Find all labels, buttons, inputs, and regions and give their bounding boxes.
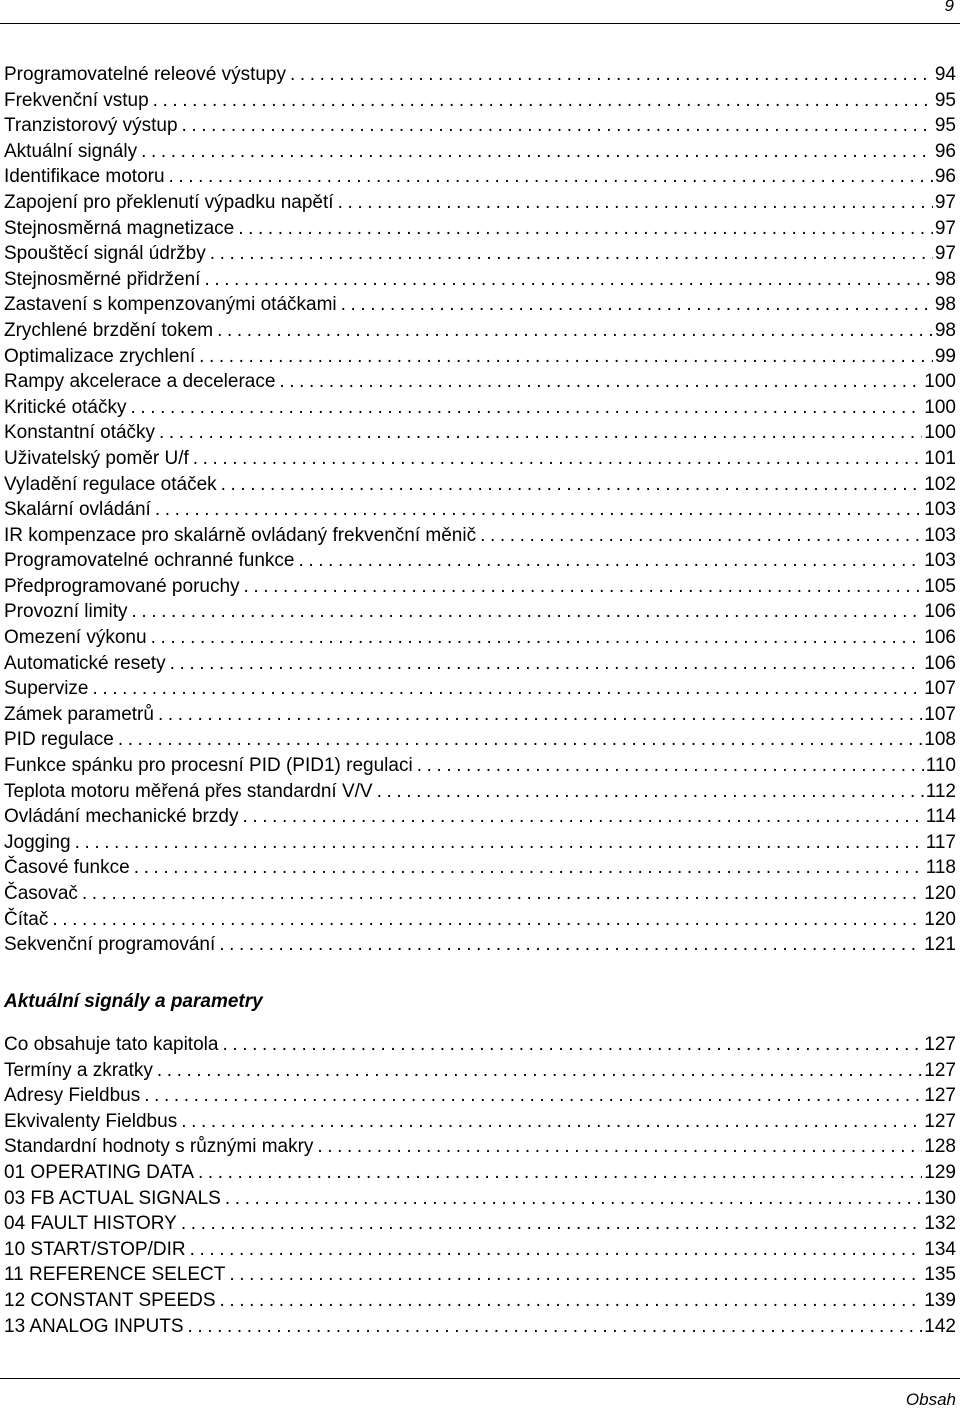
toc-entry-page[interactable]: 107 [924, 703, 956, 725]
header-rule [0, 23, 960, 24]
toc-entry-title[interactable]: 01 OPERATING DATA [4, 1161, 195, 1183]
toc-entry-title[interactable]: 11 REFERENCE SELECT [4, 1264, 226, 1286]
toc-entry-page[interactable]: 98 [934, 268, 956, 290]
dot-leader [151, 625, 923, 651]
toc-entry-title[interactable]: Zapojení pro překlenutí výpadku napětí [4, 191, 334, 213]
dot-leader [193, 446, 923, 472]
toc-entry[interactable] [4, 446, 956, 472]
toc-entry-title[interactable]: Ovládání mechanické brzdy [4, 806, 239, 828]
toc-entry[interactable] [4, 113, 956, 139]
toc-entry-title[interactable]: Uživatelský poměr U/f [4, 447, 189, 469]
toc-entry-title[interactable]: IR kompenzace pro skalárně ovládaný frekvenční měnič [4, 524, 477, 546]
dot-leader [169, 164, 933, 190]
dot-leader [221, 472, 923, 498]
toc-entry-page[interactable]: 120 [924, 883, 956, 904]
toc-entry-page[interactable]: 98 [934, 319, 956, 341]
toc-entry-page[interactable]: 112 [925, 780, 956, 802]
toc-entry[interactable] [4, 932, 956, 958]
toc-entry[interactable] [4, 1058, 956, 1084]
dot-leader [199, 344, 933, 370]
dot-leader [229, 1262, 922, 1288]
dot-leader [82, 881, 922, 907]
toc-entry[interactable] [4, 1109, 956, 1135]
toc-entry[interactable] [4, 1160, 956, 1186]
toc-entry-title[interactable]: Adresy Fieldbus [4, 1085, 141, 1107]
toc-entry-page[interactable]: 121 [924, 934, 956, 956]
toc-entry-title[interactable]: Supervize [4, 678, 89, 700]
toc-entry-title[interactable]: Vyladění regulace otáček [4, 473, 217, 495]
toc-entry-title[interactable]: Standardní hodnoty s různými makry [4, 1136, 314, 1158]
dot-leader [238, 216, 933, 242]
toc-entry[interactable] [4, 164, 956, 190]
dot-leader [377, 779, 924, 805]
dot-leader [141, 139, 933, 165]
toc-entry-title[interactable]: Spouštěcí signál údržby [4, 243, 206, 265]
dot-leader [190, 1237, 923, 1263]
dot-leader [158, 702, 922, 728]
toc-entry[interactable] [4, 625, 956, 651]
toc-entry-title[interactable]: Zastavení s kompenzovanými otáčkami [4, 294, 337, 316]
toc-entry[interactable] [4, 216, 956, 242]
toc-entry-page[interactable]: 127 [924, 1110, 956, 1132]
dot-leader [220, 1288, 923, 1314]
toc-entry[interactable] [4, 855, 956, 881]
dot-leader [93, 676, 923, 702]
toc-entry-title[interactable]: Zámek parametrů [4, 703, 154, 725]
toc-entry[interactable] [4, 1237, 956, 1263]
toc-list-1 [4, 62, 956, 958]
toc-entry-title[interactable]: Jogging [4, 831, 71, 853]
toc-entry-page[interactable]: 101 [924, 447, 956, 469]
toc-entry-page[interactable]: 110 [925, 755, 956, 777]
toc-entry-page[interactable]: 94 [934, 64, 956, 85]
toc-entry[interactable] [4, 1083, 956, 1109]
toc-entry-title[interactable]: Programovatelné ochranné funkce [4, 550, 295, 572]
toc-entry-page[interactable]: 105 [924, 575, 956, 597]
toc-entry-title[interactable]: Teplota motoru měřená přes standardní V/V [4, 780, 373, 802]
toc-entry-page[interactable]: 106 [924, 652, 956, 674]
toc-entry[interactable] [4, 907, 956, 933]
toc-entry-title[interactable]: 10 START/STOP/DIR [4, 1238, 186, 1260]
toc-entry[interactable] [4, 881, 956, 907]
toc-entry-page[interactable]: 102 [924, 473, 956, 495]
dot-leader [134, 855, 924, 881]
dot-leader [157, 1058, 922, 1084]
toc-entry-title[interactable]: Časovač [4, 883, 78, 904]
toc-entry-page[interactable]: 139 [924, 1289, 956, 1311]
toc-entry[interactable] [4, 804, 956, 830]
dot-leader [198, 1160, 922, 1186]
toc-entry[interactable] [4, 651, 956, 677]
toc-entry-page[interactable]: 106 [924, 627, 956, 649]
toc-entry-page[interactable]: 107 [924, 678, 956, 700]
toc-entry[interactable] [4, 753, 956, 779]
toc-entry-title[interactable]: 04 FAULT HISTORY [4, 1213, 177, 1235]
toc-entry[interactable] [4, 779, 956, 805]
toc-entry-page[interactable]: 118 [925, 857, 956, 879]
dot-leader [153, 88, 933, 114]
footer-rule [0, 1378, 960, 1379]
dot-leader [181, 1211, 922, 1237]
dot-leader [182, 113, 933, 139]
dot-leader [130, 395, 922, 421]
dot-leader [132, 599, 923, 625]
dot-leader [480, 523, 922, 549]
toc-entry-title[interactable]: Provozní limity [4, 601, 128, 623]
toc-entry-title[interactable]: Stejnosměrné přidržení [4, 268, 201, 290]
dot-leader [317, 1134, 922, 1160]
toc-entry[interactable] [4, 139, 956, 165]
toc-entry[interactable] [4, 241, 956, 267]
toc-entry[interactable] [4, 190, 956, 216]
dot-leader [144, 1083, 922, 1109]
toc-entry-page[interactable]: 128 [924, 1136, 956, 1158]
dot-leader [290, 62, 933, 88]
toc-entry-title[interactable]: Tranzistorový výstup [4, 115, 178, 137]
toc-entry-page[interactable]: 96 [934, 166, 956, 188]
toc-entry-page[interactable]: 98 [934, 294, 956, 316]
toc-entry-page[interactable]: 96 [934, 140, 956, 162]
toc-entry-title[interactable]: Předprogramované poruchy [4, 575, 240, 597]
dot-leader [225, 1186, 922, 1212]
toc-entry[interactable] [4, 292, 956, 318]
toc-entry-page[interactable]: 103 [924, 524, 956, 546]
toc-entry-page[interactable]: 120 [924, 908, 956, 930]
dot-leader [52, 907, 922, 933]
toc-entry-page[interactable]: 117 [925, 831, 956, 853]
toc-entry-title[interactable]: Časové funkce [4, 857, 130, 879]
dot-leader [118, 727, 922, 753]
toc-entry-title[interactable]: Identifikace motoru [4, 166, 165, 188]
toc-entry-page[interactable]: 114 [925, 806, 956, 828]
dot-leader [204, 267, 932, 293]
toc-entry-page[interactable]: 103 [924, 499, 956, 521]
toc-entry[interactable] [4, 727, 956, 753]
toc-entry[interactable] [4, 395, 956, 421]
dot-leader [279, 369, 922, 395]
toc-entry[interactable] [4, 1186, 956, 1212]
toc-entry-title[interactable]: Sekvenční programování [4, 934, 216, 956]
toc-entry[interactable] [4, 523, 956, 549]
toc-entry[interactable] [4, 1262, 956, 1288]
toc-entry[interactable] [4, 676, 956, 702]
dot-leader [75, 830, 924, 856]
toc-list-2 [4, 1032, 956, 1339]
dot-leader [338, 190, 933, 216]
toc-entry[interactable] [4, 318, 956, 344]
dot-leader [210, 241, 933, 267]
toc-entry-page[interactable]: 130 [924, 1187, 956, 1209]
toc-entry[interactable] [4, 267, 956, 293]
toc-entry-title[interactable]: 12 CONSTANT SPEEDS [4, 1289, 216, 1311]
toc-entry[interactable] [4, 599, 956, 625]
toc-entry[interactable] [4, 1211, 956, 1237]
toc-entry[interactable] [4, 369, 956, 395]
dot-leader [155, 497, 922, 523]
dot-leader [298, 548, 922, 574]
toc-entry-page[interactable]: 127 [924, 1059, 956, 1081]
toc-entry[interactable] [4, 472, 956, 498]
toc-entry[interactable] [4, 574, 956, 600]
toc-entry[interactable] [4, 62, 956, 88]
dot-leader [159, 420, 922, 446]
toc-entry-title[interactable]: PID regulace [4, 729, 114, 751]
toc-entry-page[interactable]: 97 [934, 243, 956, 265]
dot-leader [188, 1314, 923, 1340]
toc-entry-title[interactable]: Rampy akcelerace a decelerace [4, 371, 276, 393]
toc-entry-title[interactable]: Zrychlené brzdění tokem [4, 319, 214, 341]
toc-entry-page[interactable]: 134 [924, 1238, 956, 1260]
toc-entry-title[interactable]: Funkce spánku pro procesní PID (PID1) regulaci [4, 755, 413, 777]
toc-entry-page[interactable]: 95 [934, 115, 956, 137]
toc-entry-page[interactable]: 106 [924, 601, 956, 623]
toc-entry[interactable] [4, 702, 956, 728]
toc-entry-page[interactable]: 127 [924, 1034, 956, 1055]
toc-entry-page[interactable]: 97 [934, 191, 956, 213]
dot-leader [242, 804, 923, 830]
dot-leader [170, 651, 923, 677]
toc-entry[interactable] [4, 1032, 956, 1058]
toc-entry-title[interactable]: Omezení výkonu [4, 627, 147, 649]
page-number: 9 [944, 0, 954, 15]
toc-entry[interactable] [4, 1314, 956, 1340]
toc-entry[interactable] [4, 830, 956, 856]
dot-leader [417, 753, 924, 779]
toc-entry-page[interactable]: 100 [924, 422, 956, 444]
toc-entry-title[interactable]: Optimalizace zrychlení [4, 345, 196, 367]
toc-entry-title[interactable]: Ekvivalenty Fieldbus [4, 1110, 178, 1132]
toc-entry[interactable] [4, 1288, 956, 1314]
toc-entry[interactable] [4, 88, 956, 114]
toc-entry-page[interactable]: 127 [924, 1085, 956, 1107]
footer-label: Obsah [905, 1390, 956, 1409]
toc-entry-page[interactable]: 108 [924, 729, 956, 751]
toc-entry-page[interactable]: 135 [924, 1264, 956, 1286]
dot-leader [219, 932, 922, 958]
dot-leader [244, 574, 923, 600]
section-heading: Aktuální signály a parametry [4, 991, 263, 1012]
toc-entry-title[interactable]: Stejnosměrná magnetizace [4, 217, 235, 239]
toc-entry-page[interactable]: 100 [924, 371, 956, 393]
toc-entry-page[interactable]: 132 [924, 1213, 956, 1235]
toc-entry-page[interactable]: 142 [924, 1315, 956, 1337]
toc-entry-title[interactable]: Čítač [4, 908, 49, 930]
toc-entry-title[interactable]: Termíny a zkratky [4, 1059, 153, 1081]
dot-leader [341, 292, 933, 318]
toc-entry-title[interactable]: Aktuální signály [4, 140, 138, 162]
toc-entry-title[interactable]: Automatické resety [4, 652, 166, 674]
toc-entry-page[interactable]: 129 [924, 1161, 956, 1183]
dot-leader [181, 1109, 922, 1135]
toc-entry-title[interactable]: 03 FB ACTUAL SIGNALS [4, 1187, 221, 1209]
toc-entry-title[interactable]: Konstantní otáčky [4, 422, 156, 444]
toc-entry-page[interactable]: 99 [934, 345, 956, 367]
toc-entry-page[interactable]: 103 [924, 550, 956, 572]
toc-entry-title[interactable]: Frekvenční vstup [4, 89, 149, 111]
dot-leader [217, 318, 933, 344]
toc-entry[interactable] [4, 548, 956, 574]
toc-entry-page[interactable]: 100 [924, 396, 956, 418]
toc-entry[interactable] [4, 344, 956, 370]
toc-entry-title[interactable]: Kritické otáčky [4, 396, 127, 418]
toc-entry[interactable] [4, 1134, 956, 1160]
toc-entry-title[interactable]: Skalární ovládání [4, 499, 151, 521]
toc-entry-title[interactable]: Programovatelné releové výstupy [4, 64, 286, 85]
toc-entry[interactable] [4, 497, 956, 523]
toc-entry[interactable] [4, 420, 956, 446]
toc-entry-title[interactable]: 13 ANALOG INPUTS [4, 1315, 184, 1337]
toc-entry-page[interactable]: 97 [934, 217, 956, 239]
dot-leader [222, 1032, 922, 1058]
toc-entry-title[interactable]: Co obsahuje tato kapitola [4, 1034, 219, 1055]
toc-entry-page[interactable]: 95 [934, 89, 956, 111]
